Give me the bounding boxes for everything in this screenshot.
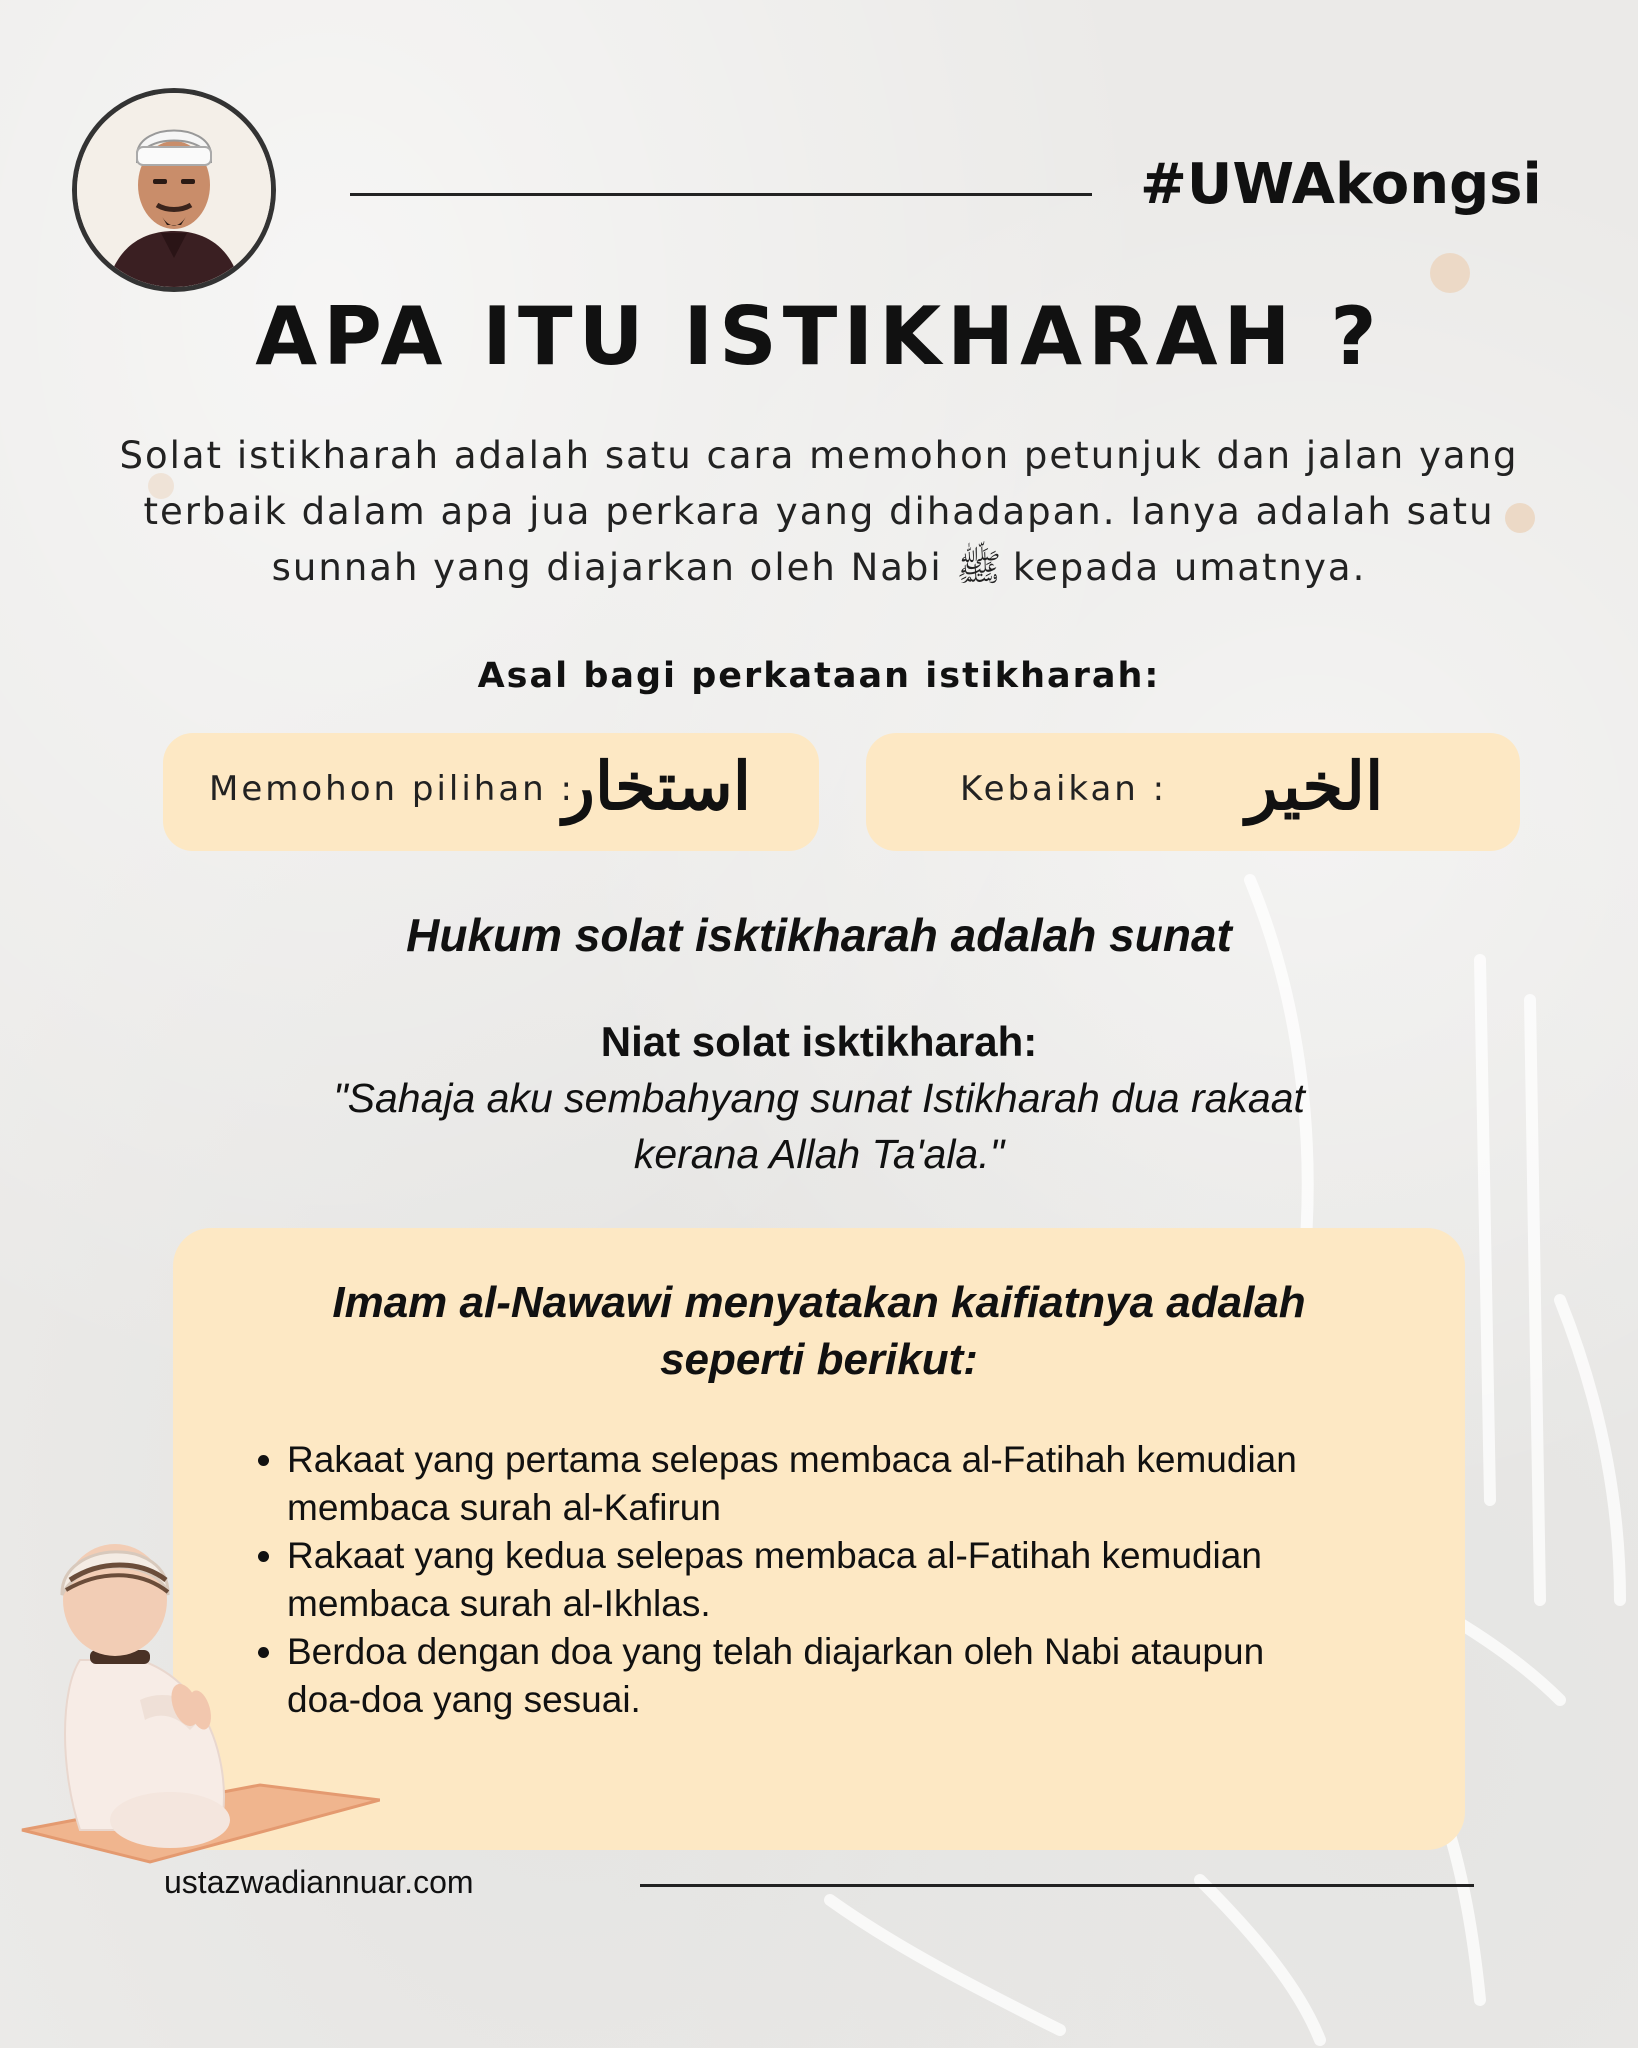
method-title [173, 1274, 1465, 1388]
intro-line: sunnah yang diajarkan oleh Nabi ﷺ kepada umatnya. [271, 546, 1367, 589]
decorative-dot [1430, 253, 1470, 293]
method-step [287, 1436, 1467, 1532]
intention-text [260, 1070, 1378, 1182]
intention-heading: Niat solat isktikharah: [600, 1018, 1038, 1065]
method-step-line: membaca surah al-Ikhlas. [287, 1583, 711, 1624]
website-link[interactable]: ustazwadiannuar.com [164, 1864, 474, 1900]
method-step [287, 1628, 1467, 1724]
author-avatar [72, 88, 276, 292]
footer-divider [640, 1884, 1474, 1887]
method-title-line: seperti berikut: [660, 1335, 978, 1384]
origin-heading: Asal bagi perkataan istikharah: [477, 656, 1161, 696]
method-title-line: Imam al-Nawawi menyatakan kaifiatnya adalah [332, 1278, 1306, 1327]
method-step-line: Berdoa dengan doa yang telah diajarkan oleh Nabi ataupun [287, 1631, 1265, 1672]
method-step-line: membaca surah al-Kafirun [287, 1487, 721, 1528]
origin-card-label: Memohon pilihan : [209, 769, 575, 809]
author-portrait-illustration [77, 93, 271, 287]
intention-line: "Sahaja aku sembahyang sunat Istikharah dua rakaat [333, 1075, 1305, 1121]
ruling-statement: Hukum solat isktikharah adalah sunat [406, 909, 1232, 961]
method-step-line: Rakaat yang pertama selepas membaca al-Fatihah kemudian [287, 1439, 1297, 1480]
page-title: APA ITU ISTIKHARAH ? [255, 290, 1383, 383]
origin-card-goodness [866, 733, 1520, 851]
origin-card-label: Kebaikan : [960, 769, 1168, 809]
origin-card-arabic: استخار [563, 747, 752, 825]
method-step [287, 1532, 1467, 1628]
header-divider [350, 193, 1092, 196]
hashtag-label: #UWAkongsi [1140, 152, 1542, 217]
intro-line: terbaik dalam apa jua perkara yang dihadapan. Ianya adalah satu [143, 490, 1495, 533]
method-step-line: doa-doa yang sesuai. [287, 1679, 641, 1720]
praying-boy-illustration [20, 1500, 380, 1870]
origin-card-arabic: الخير [1246, 747, 1384, 825]
method-step-line: Rakaat yang kedua selepas membaca al-Fatihah kemudian [287, 1535, 1262, 1576]
intention-line: kerana Allah Ta'ala." [633, 1131, 1005, 1177]
method-steps-list [235, 1436, 1467, 1724]
origin-card-choice [163, 733, 819, 851]
intro-paragraph [110, 428, 1528, 596]
intro-line: Solat istikharah adalah satu cara memohon petunjuk dan jalan yang [119, 434, 1519, 477]
